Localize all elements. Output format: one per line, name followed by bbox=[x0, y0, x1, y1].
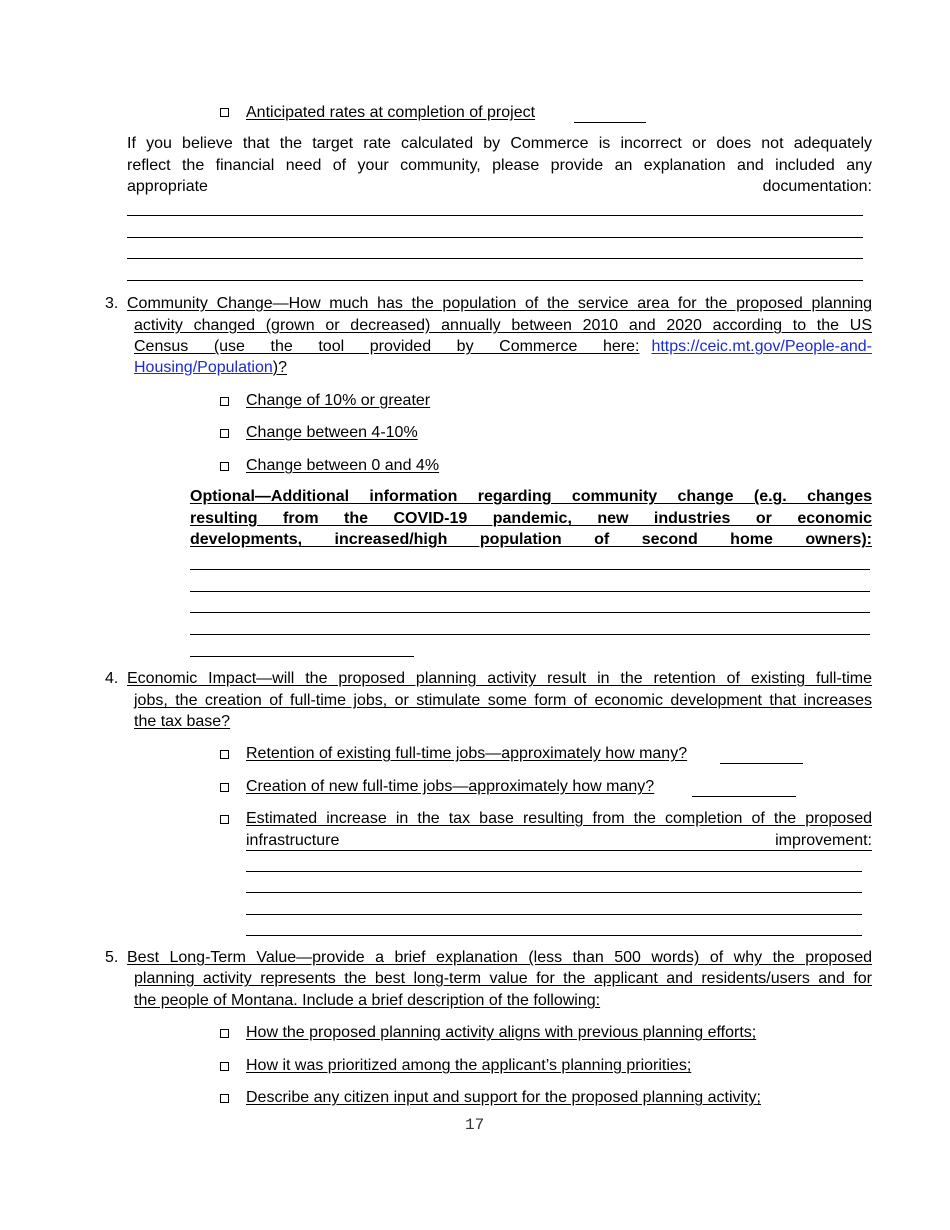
q3-option-checkbox[interactable] bbox=[220, 462, 229, 471]
q4-option-tax-right: improvement: bbox=[775, 832, 872, 849]
explanation-answer-line[interactable] bbox=[127, 280, 863, 281]
q3-optional-answer-line[interactable] bbox=[190, 656, 414, 657]
q3-number: 3. bbox=[105, 295, 119, 312]
explanation-answer-line[interactable] bbox=[127, 237, 863, 238]
q5-line-1: Best Long-Term Value—provide a brief explanation (less than 500 words) of why the proposed bbox=[127, 949, 872, 966]
q4-line-2: jobs, the creation of full-time jobs, or stimulate some form of economic development that increases bbox=[134, 692, 872, 709]
q3-line-4 bbox=[134, 357, 287, 379]
q4-tax-answer-line[interactable] bbox=[246, 871, 862, 872]
q3-optional-answer-line[interactable] bbox=[190, 591, 870, 592]
q4-option-checkbox[interactable] bbox=[220, 750, 229, 759]
rates-label: Anticipated rates at completion of project bbox=[246, 104, 536, 121]
q4-option-checkbox[interactable] bbox=[220, 783, 229, 792]
q3-census-link-cont[interactable]: Housing/Population bbox=[134, 359, 273, 376]
q4-creation-answer-line[interactable] bbox=[692, 796, 796, 797]
q3-line-4-suffix: )? bbox=[272, 359, 287, 376]
q4-option-tax-line-1: Estimated increase in the tax base resulting from the completion of the proposed bbox=[246, 810, 872, 827]
q3-optional-answer-line[interactable] bbox=[190, 634, 870, 635]
q3-optional-answer-line[interactable] bbox=[190, 569, 870, 570]
rates-answer-line[interactable] bbox=[574, 122, 646, 123]
q5-option-1: How the proposed planning activity aligns with previous planning efforts; bbox=[246, 1024, 757, 1041]
q3-census-link[interactable]: https://ceic.mt.gov/People-and- bbox=[651, 338, 872, 355]
q5-line-3: the people of Montana. Include a brief description of the following: bbox=[134, 992, 601, 1009]
q5-line-2: planning activity represents the best long-term value for the applicant and residents/users and for bbox=[134, 970, 872, 987]
q4-option-creation: Creation of new full-time jobs—approximately how many? bbox=[246, 778, 655, 795]
q3-option-2: Change between 4-10% bbox=[246, 424, 418, 441]
rates-checkbox[interactable] bbox=[220, 108, 229, 117]
q5-option-checkbox[interactable] bbox=[220, 1029, 229, 1038]
q3-option-3: Change between 0 and 4% bbox=[246, 457, 440, 474]
q4-retention-answer-line[interactable] bbox=[720, 763, 803, 764]
q3-optional-answer-line[interactable] bbox=[190, 612, 870, 613]
q3-option-checkbox[interactable] bbox=[220, 397, 229, 406]
q4-option-tax-left: infrastructure bbox=[246, 832, 340, 849]
q3-optional-line-3: developments, increased/high population of second home owners): bbox=[190, 531, 872, 548]
q5-number: 5. bbox=[105, 949, 119, 966]
q3-line-2: activity changed (grown or decreased) annually between 2010 and 2020 according to the US bbox=[134, 317, 872, 334]
q4-tax-answer-line[interactable] bbox=[246, 892, 862, 893]
q4-tax-answer-line[interactable] bbox=[246, 935, 862, 936]
explanation-line-1: If you believe that the target rate calculated by Commerce is incorrect or does not adequately bbox=[127, 135, 872, 152]
explanation-line-2: reflect the financial need of your community, please provide an explanation and included any bbox=[127, 157, 872, 174]
q4-line-1: Economic Impact—will the proposed planning activity result in the retention of existing full-time bbox=[127, 670, 872, 687]
q4-option-checkbox[interactable] bbox=[220, 815, 229, 824]
q5-option-3: Describe any citizen input and support for the proposed planning activity; bbox=[246, 1089, 761, 1106]
q3-line-3 bbox=[134, 336, 872, 358]
q3-optional-line-1: Optional—Additional information regarding community change (e.g. changes bbox=[190, 488, 872, 505]
q3-option-checkbox[interactable] bbox=[220, 429, 229, 438]
q5-option-checkbox[interactable] bbox=[220, 1094, 229, 1103]
q5-option-2: How it was prioritized among the applicant’s planning priorities; bbox=[246, 1057, 692, 1074]
q4-line-3: the tax base? bbox=[134, 713, 231, 730]
q3-option-1: Change of 10% or greater bbox=[246, 392, 431, 409]
q5-option-checkbox[interactable] bbox=[220, 1062, 229, 1071]
explanation-answer-line[interactable] bbox=[127, 258, 863, 259]
q3-line-3-text: Census (use the tool provided by Commerce here: bbox=[134, 338, 640, 355]
q3-optional-line-2: resulting from the COVID-19 pandemic, new industries or economic bbox=[190, 510, 872, 527]
q4-number: 4. bbox=[105, 670, 119, 687]
q3-line-1: Community Change—How much has the population of the service area for the proposed planning bbox=[127, 295, 872, 312]
explanation-answer-line[interactable] bbox=[127, 215, 863, 216]
page-number: 17 bbox=[465, 1116, 485, 1134]
explanation-last-right: documentation: bbox=[762, 178, 872, 195]
q4-option-retention: Retention of existing full-time jobs—approximately how many? bbox=[246, 745, 688, 762]
q4-tax-underline bbox=[246, 850, 872, 851]
q4-tax-answer-line[interactable] bbox=[246, 914, 862, 915]
explanation-last-left: appropriate bbox=[127, 178, 208, 195]
